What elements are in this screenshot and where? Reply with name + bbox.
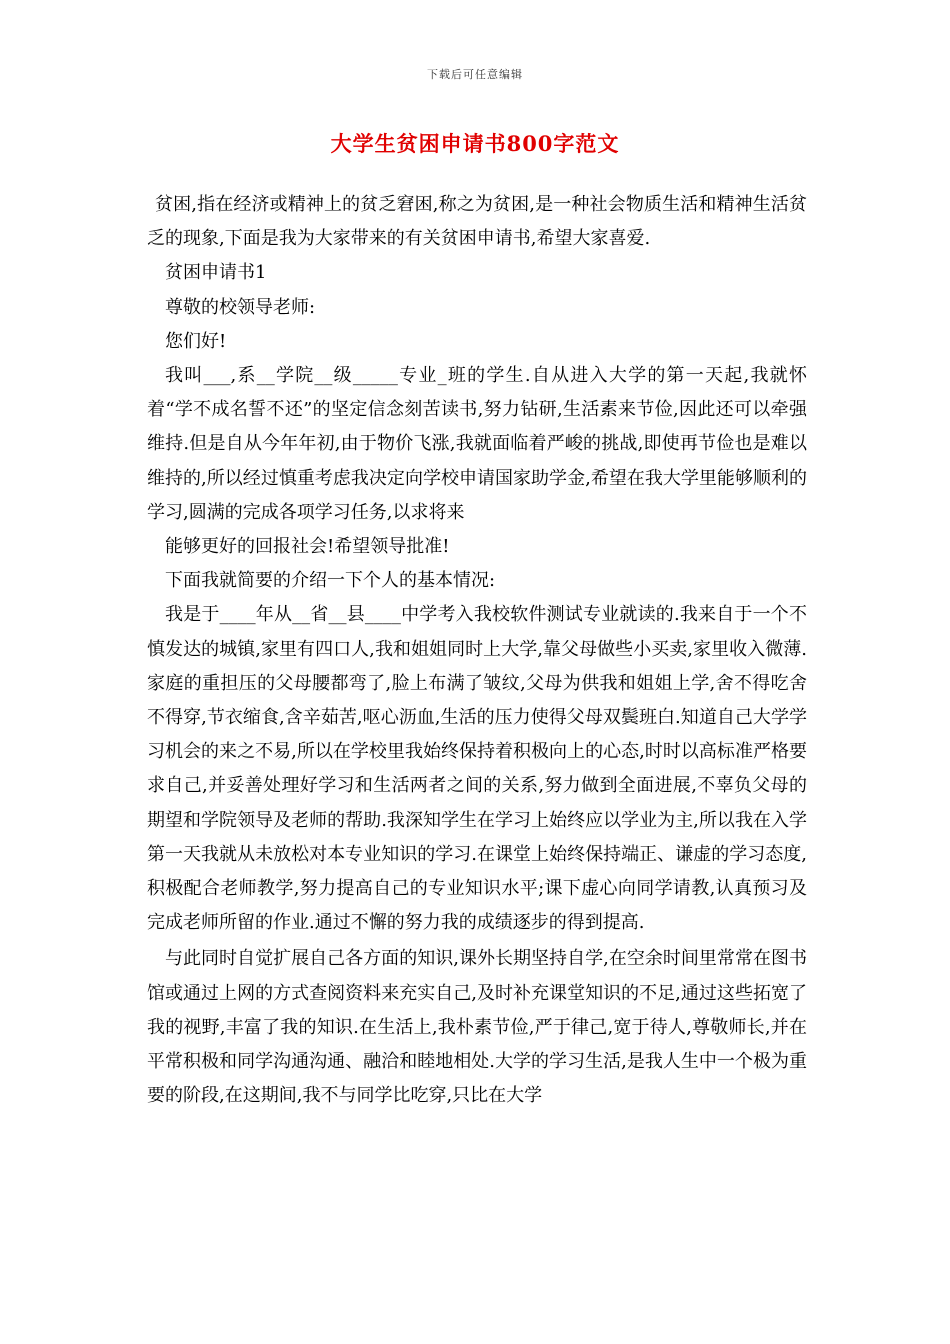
paragraph-salutation: 尊敬的校领导老师:: [165, 296, 316, 318]
document-title: 大学生贫困申请书800字范文: [330, 131, 620, 156]
paragraph-self-intro: 我叫___,系__学院__级_____专业_班的学生.自从进入大学的第一天起,我就怀着“学不成名誓不还”的坚定信念刻苦读书,努力钻研,生活素来节俭,因此还可以牵强维持.但是自从今年年初,由于物价飞涨,我就面临着严峻的挑战,即使再节俭也是难以维持的,所以经过慎重考虑我决定向学校申请国家助学金,希望在我大学里能够顺利的学习,圆满的完成各项学习任务,以求将来: [147, 365, 807, 523]
paragraph-self-study: 与此同时自觉扩展自己各方面的知识,课外长期坚持自学,在空余时间里常常在图书馆或通过上网的方式查阅资料来充实自己,及时补充课堂知识的不足,通过这些拓宽了我的视野,丰富了我的知识.在生活上,我朴素节俭,严于律己,宽于待人,尊敬师长,并在平常积极和同学沟通沟通、融洽和睦地相处.大学的学习生活,是我人生中一个极为重要的阶段,在这期间,我不与同学比吃穿,只比在大学: [147, 948, 807, 1107]
paragraph-lead-in: 下面我就简要的介绍一下个人的基本情况:: [165, 570, 496, 592]
header-note: 下载后可任意编辑: [427, 68, 523, 81]
paragraph-background: 我是于____年从__省__县____中学考入我校软件测试专业就读的.我来自于一个不慎发达的城镇,家里有四口人,我和姐姐同时上大学,靠父母做些小买卖,家里收入微薄.家庭的重担压的父母腰都弯了,脸上布满了皱纹,父母为供我和姐姐上学,舍不得吃舍不得穿,节衣缩食,含辛茹苦,呕心沥血,生活的压力使得父母双鬓班白.知道自己大学学习机会的来之不易,所以在学校里我始终保持着积极向上的心态,时时以高标准严格要求自己,并妥善处理好学习和生活两者之间的关系,努力做到全面进展,不辜负父母的期望和学院领导及老师的帮助.我深知学生在学习上始终应以学业为主,所以我在入学第一天我就从未放松对本专业知识的学习.在课堂上始终保持端正、谦虚的学习态度,积极配合老师教学,努力提高自己的专业知识水平;课下虚心向同学请教,认真预习及完成老师所留的作业.通过不懈的努力我的成绩逐步的得到提高.: [147, 604, 807, 934]
paragraph-request: 能够更好的回报社会!希望领导批准!: [165, 536, 450, 558]
document-body: [147, 188, 807, 1113]
paragraph-heading-1: 贫困申请书1: [165, 262, 267, 284]
paragraph-greeting: 您们好!: [165, 330, 227, 352]
paragraph-intro: 贫困,指在经济或精神上的贫乏窘困,称之为贫困,是一种社会物质生活和精神生活贫乏的现象,下面是我为大家带来的有关贫困申请书,希望大家喜爱.: [147, 194, 807, 250]
